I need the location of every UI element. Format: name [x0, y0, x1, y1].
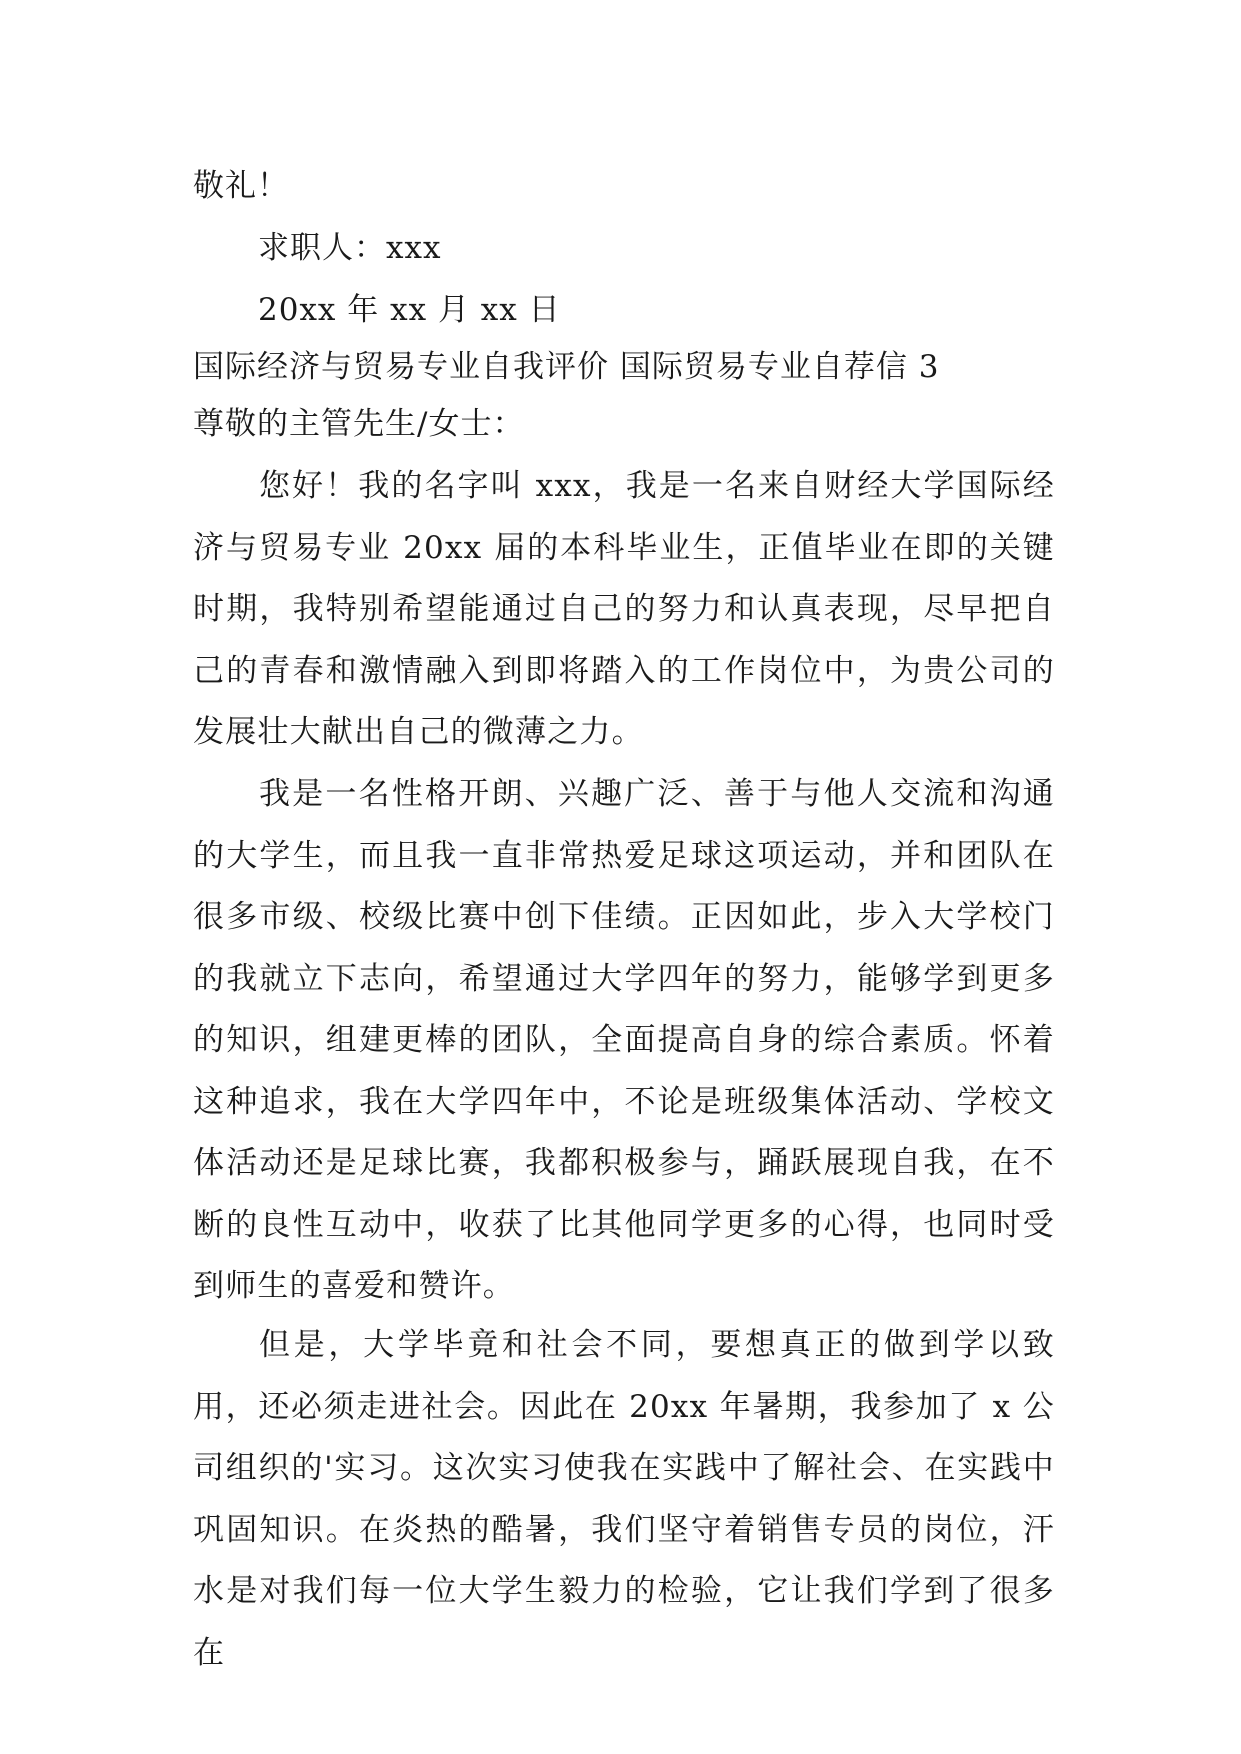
- closing-salute: 敬礼！: [193, 168, 289, 204]
- section-heading: 国际经济与贸易专业自我评价 国际贸易专业自荐信 3: [193, 349, 940, 385]
- salutation: 尊敬的主管先生/女士：: [193, 406, 525, 442]
- applicant-signature: 求职人：xxx: [258, 230, 442, 266]
- letter-date: 20xx 年 xx 月 xx 日: [258, 292, 561, 328]
- body-paragraph-1: 您好！我的名字叫 xxx，我是一名来自财经大学国际经济与贸易专业 20xx 届的本科毕业生，正值毕业在即的关键时期，我特别希望能通过自己的努力和认真表现，尽早把自己的青春和激情融入到即将踏入的工作岗位中，为贵公司的发展壮大献出自己的微薄之力。: [193, 468, 1055, 750]
- body-paragraph-3: 但是，大学毕竟和社会不同，要想真正的做到学以致用，还必须走进社会。因此在 20xx 年暑期，我参加了 x 公司组织的'实习。这次实习使我在实践中了解社会、在实践中巩固知识。在炎热的酷暑，我们坚守着销售专员的岗位，汗水是对我们每一位大学生毅力的检验，它让我们学到了很多在: [193, 1327, 1055, 1671]
- body-paragraph-2: 我是一名性格开朗、兴趣广泛、善于与他人交流和沟通的大学生，而且我一直非常热爱足球这项运动，并和团队在很多市级、校级比赛中创下佳绩。正因如此，步入大学校门的我就立下志向，希望通过大学四年的努力，能够学到更多的知识，组建更棒的团队，全面提高自身的综合素质。怀着这种追求，我在大学四年中，不论是班级集体活动、学校文体活动还是足球比赛，我都积极参与，踊跃展现自我，在不断的良性互动中，收获了比其他同学更多的心得，也同时受到师生的喜爱和赞许。: [193, 776, 1055, 1304]
